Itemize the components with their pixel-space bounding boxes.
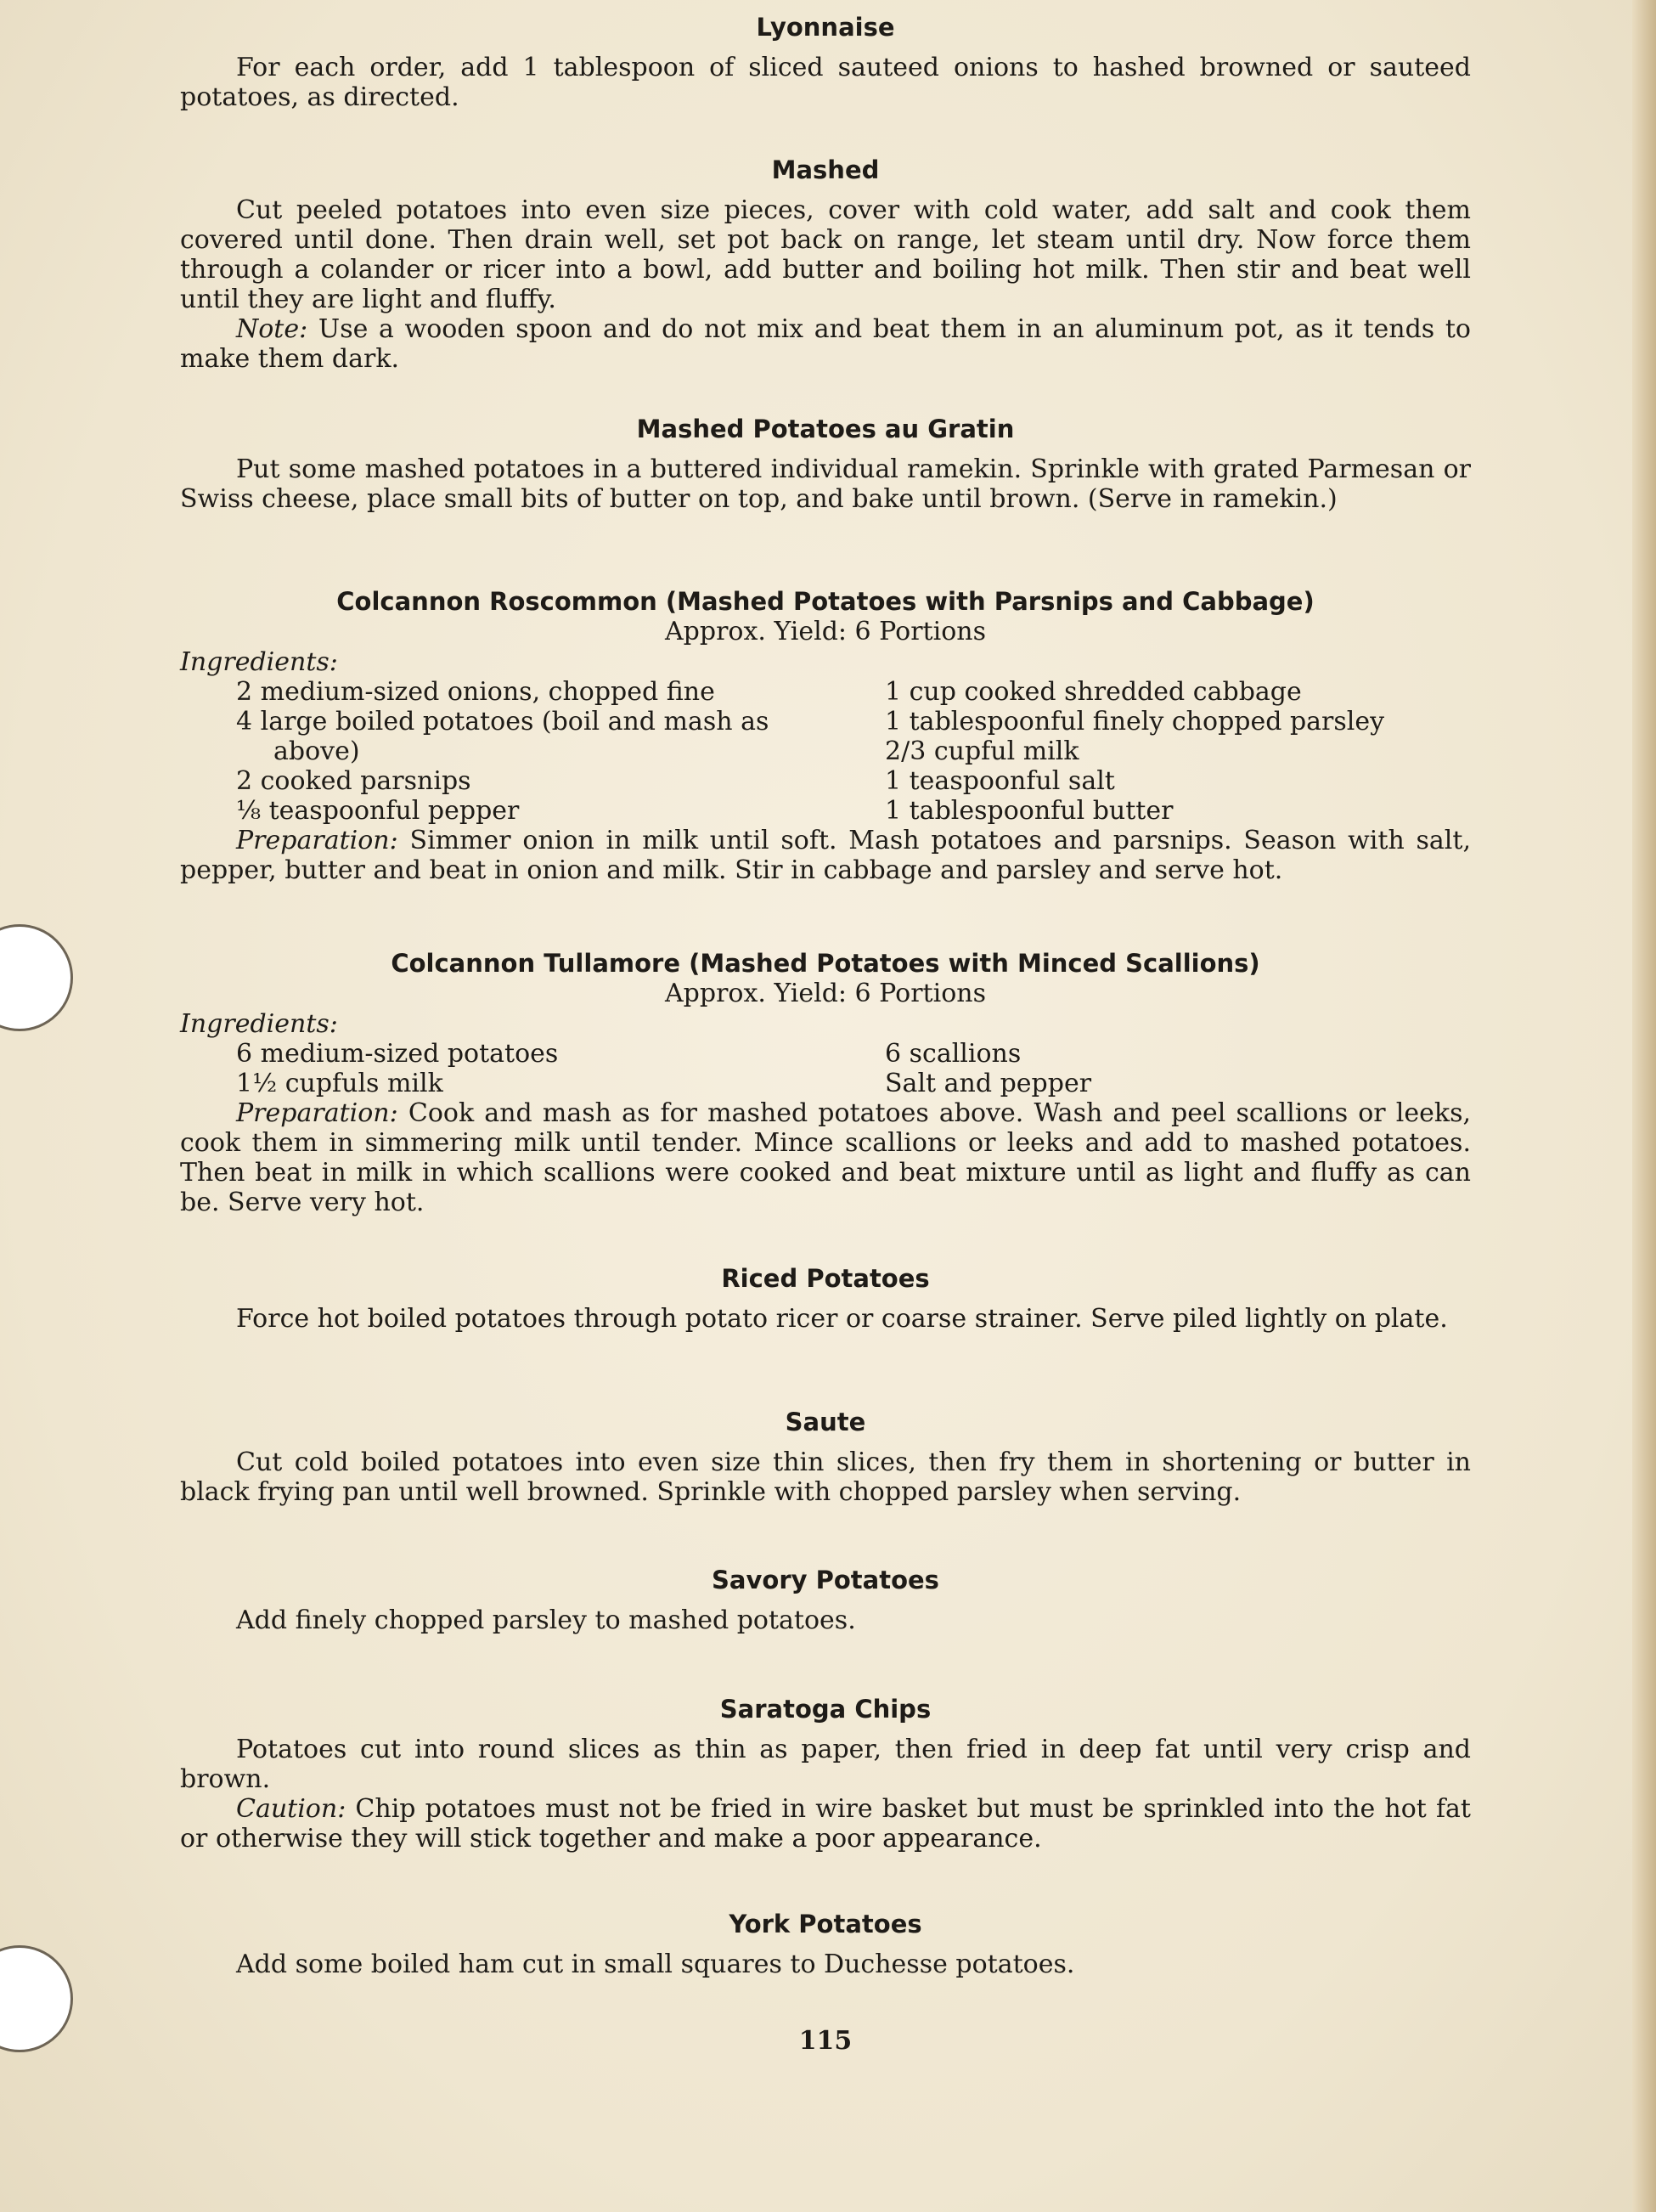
caution-text: Chip potatoes must not be fried in wire basket but must be sprinkled into the hot fat or otherwise they will stick together and make a poor appearance. xyxy=(180,1794,1471,1854)
section-title: Lyonnaise xyxy=(756,13,895,42)
section-body: Force hot boiled potatoes through potato ricer or coarse strainer. Serve piled lightly on plate. xyxy=(236,1304,1448,1334)
preparation-paragraph xyxy=(180,1098,1471,1217)
section-mashed-au-gratin xyxy=(180,414,1471,514)
preparation-label: Preparation: xyxy=(236,826,398,855)
page-edge xyxy=(1632,0,1656,2212)
section-saute xyxy=(180,1407,1471,1507)
section-body: Add some boiled ham cut in small squares to Duchesse potatoes. xyxy=(236,1950,1075,1979)
section-title: Savory Potatoes xyxy=(712,1566,939,1594)
preparation-text: Simmer onion in milk until soft. Mash potatoes and parsnips. Season with salt, pepper, butter and beat in onion and milk. Stir in cabbage and parsley and serve hot. xyxy=(180,826,1471,885)
section-colcannon-roscommon xyxy=(180,586,1471,885)
note-label: Note: xyxy=(236,314,308,344)
ingredient: 4 large boiled potatoes (boil and mash as xyxy=(236,707,769,736)
ingredient: 6 scallions xyxy=(885,1039,1022,1069)
ingredient: 1 tablespoonful finely chopped parsley xyxy=(885,707,1385,736)
ingredients-label: Ingredients: xyxy=(180,1009,338,1039)
section-title: Riced Potatoes xyxy=(721,1264,930,1293)
ingredients-label: Ingredients: xyxy=(180,647,338,677)
caution-paragraph xyxy=(180,1794,1471,1854)
ingredient-continued: above) xyxy=(273,736,360,766)
section-body: Cut cold boiled potatoes into even size thin slices, then fry them in shortening or butter in black frying pan until well browned. Sprinkle with chopped parsley when serving. xyxy=(180,1447,1471,1507)
ingredient: Salt and pepper xyxy=(885,1069,1092,1098)
preparation-text: Cook and mash as for mashed potatoes above. Wash and peel scallions or leeks, cook them in simmering milk until tender. Mince scallions or leeks and add to mashed potatoes. Then beat in milk in which scallions were cooked and beat mixture until as light and fluffy as can be. Serve very hot. xyxy=(180,1098,1471,1217)
preparation-label: Preparation: xyxy=(236,1098,398,1128)
yield: Approx. Yield: 6 Portions xyxy=(665,979,986,1008)
section-body: Add finely chopped parsley to mashed potatoes. xyxy=(236,1605,856,1635)
ingredient: 2 medium-sized onions, chopped fine xyxy=(236,677,715,707)
section-title: Saratoga Chips xyxy=(719,1695,932,1724)
ingredient: 2 cooked parsnips xyxy=(236,766,471,796)
section-savory-potatoes xyxy=(180,1565,1471,1635)
section-saratoga-chips xyxy=(180,1694,1471,1854)
section-body: Put some mashed potatoes in a buttered individual ramekin. Sprinkle with grated Parmesan or Swiss cheese, place small bits of butter on top, and bake until brown. (Serve in ramekin.) xyxy=(180,454,1471,514)
ingredient: 2/3 cupful milk xyxy=(885,736,1079,766)
ingredient: 1 cup cooked shredded cabbage xyxy=(885,677,1302,707)
ingredient: 1 teaspoonful salt xyxy=(885,766,1115,796)
preparation-paragraph xyxy=(180,826,1471,885)
section-title: York Potatoes xyxy=(729,1910,922,1938)
section-mashed xyxy=(180,155,1471,374)
section-lyonnaise xyxy=(180,12,1471,112)
section-riced-potatoes xyxy=(180,1263,1471,1334)
binder-hole-lower xyxy=(0,1945,73,2052)
section-colcannon-tullamore xyxy=(180,948,1471,1217)
section-title: Mashed Potatoes au Gratin xyxy=(636,415,1015,443)
binder-hole-upper xyxy=(0,924,73,1031)
section-title: Saute xyxy=(785,1408,866,1436)
page-number: 115 xyxy=(798,2026,853,2056)
section-body: For each order, add 1 tablespoon of sliced sauteed onions to hashed browned or sauteed potatoes, as directed. xyxy=(180,53,1471,112)
ingredient: 1 tablespoonful butter xyxy=(885,796,1174,826)
note-paragraph xyxy=(180,314,1471,374)
section-title: Colcannon Tullamore (Mashed Potatoes with Minced Scallions) xyxy=(391,949,1260,978)
section-body: Cut peeled potatoes into even size pieces, cover with cold water, add salt and cook them covered until done. Then drain well, set pot back on range, let steam until dry. Now force them through a colander or ricer into a bowl, add butter and boiling hot milk. Then stir and beat well until they are light and fluffy. xyxy=(180,195,1471,314)
ingredient: 6 medium-sized potatoes xyxy=(236,1039,559,1069)
section-body: Potatoes cut into round slices as thin as paper, then fried in deep fat until very crisp and brown. xyxy=(180,1735,1471,1794)
yield: Approx. Yield: 6 Portions xyxy=(665,617,986,646)
note-text: Use a wooden spoon and do not mix and beat them in an aluminum pot, as it tends to make them dark. xyxy=(180,314,1471,374)
ingredient: 1½ cupfuls milk xyxy=(236,1069,443,1098)
section-york-potatoes xyxy=(180,1909,1471,1979)
section-title: Mashed xyxy=(771,155,880,184)
caution-label: Caution: xyxy=(236,1794,346,1824)
ingredient: ⅛ teaspoonful pepper xyxy=(236,796,520,826)
section-title: Colcannon Roscommon (Mashed Potatoes with Parsnips and Cabbage) xyxy=(336,587,1315,616)
